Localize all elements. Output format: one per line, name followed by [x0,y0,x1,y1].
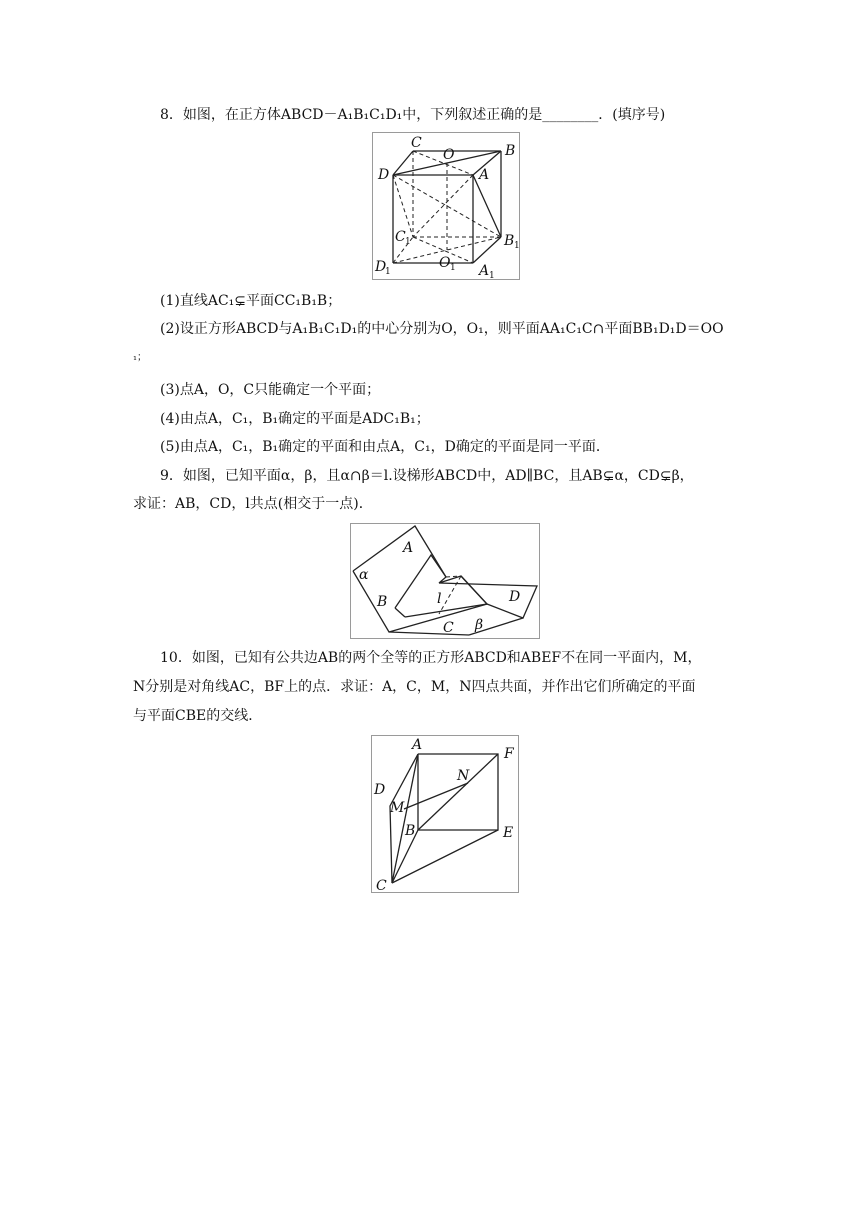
problem-9-stem-1: 9．如图，已知平面α，β，且α∩β＝l.设梯形ABCD中，AD∥BC，且AB⊊α，CD⊊β， [160,468,694,484]
label-alpha: α [359,567,369,583]
problem-8-option-2: (2)设正方形ABCD与A₁B₁C₁D₁的中心分别为O，O₁，则平面AA₁C₁C∩平面BB₁D₁D＝OO [160,321,724,337]
problem-8-option-2-cont: ₁； [133,352,148,363]
label-A: A [479,167,490,183]
svg-text:1: 1 [405,237,411,247]
label-B: B [405,823,416,839]
label-C: C [411,135,422,151]
problem-9-stem-2: 求证：AB，CD，l共点(相交于一点)． [133,496,373,512]
svg-text:1: 1 [385,267,391,277]
label-A1: A [479,263,490,279]
label-C: C [443,620,454,636]
label-A: A [403,540,414,556]
label-O: O [443,147,455,163]
label-B1: B [504,233,515,249]
svg-text:1: 1 [514,241,520,251]
label-O1: O [439,255,451,271]
problem-10-stem-2: N分别是对角线AC，BF上的点．求证：A，C，M，N四点共面，并作出它们所确定的平面 [133,679,696,695]
label-D: D [378,167,390,183]
label-A: A [412,737,423,753]
problem-8-option-3: (3)点A，O，C只能确定一个平面； [160,382,381,398]
label-C1: C [395,229,406,245]
problem-8-option-4: (4)由点A，C₁，B₁确定的平面是ADC₁B₁； [160,411,430,427]
label-D: D [374,782,386,798]
squares-figure [371,735,519,893]
problem-8-option-1: (1)直线AC₁⊊平面CC₁B₁B； [160,293,342,309]
label-B: B [377,594,388,610]
label-E: E [503,825,514,841]
label-D1: D [375,259,387,275]
label-F: F [504,746,514,762]
label-C: C [376,878,387,894]
label-M: M [390,800,405,816]
svg-text:1: 1 [450,263,456,273]
label-N: N [457,768,470,784]
svg-text:1: 1 [489,271,495,281]
planes-figure [350,523,540,639]
label-l: l [437,591,442,607]
problem-8-stem: 8．如图，在正方体ABCD－A₁B₁C₁D₁中，下列叙述正确的是________．(填序号) [160,107,666,123]
cube-figure [372,132,520,280]
problem-8-option-5: (5)由点A，C₁，B₁确定的平面和由点A，C₁，D确定的平面是同一平面． [160,439,610,455]
label-B: B [505,143,516,159]
label-beta: β [475,617,484,633]
problem-10-stem-1: 10．如图，已知有公共边AB的两个全等的正方形ABCD和ABEF不在同一平面内，M， [160,650,702,666]
label-D: D [509,589,521,605]
problem-10-stem-3: 与平面CBE的交线． [133,708,263,724]
